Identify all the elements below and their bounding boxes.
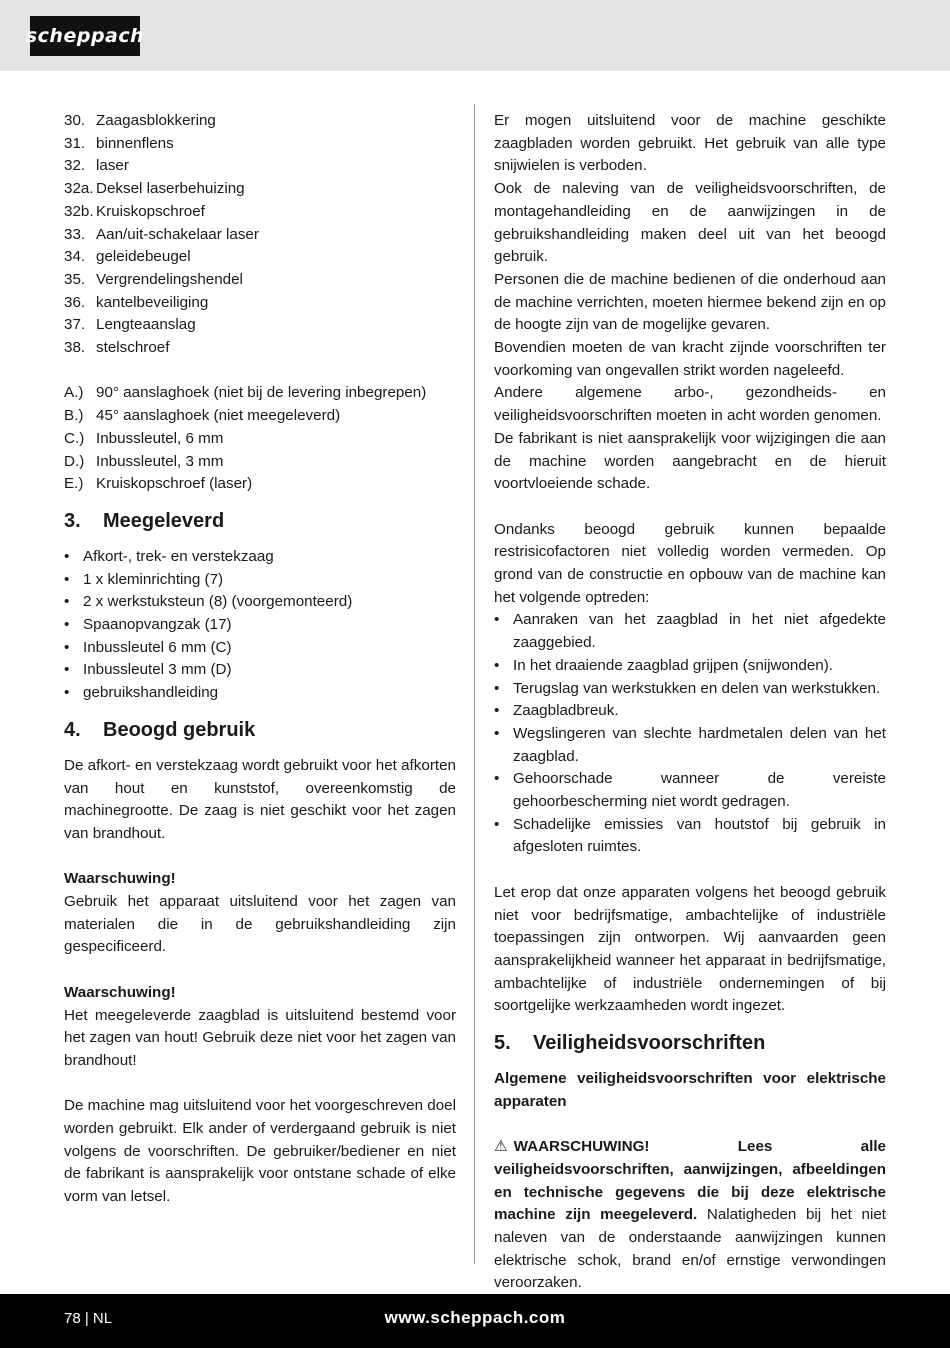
part-item-number: 32b. xyxy=(64,202,94,220)
part-item-number: 32. xyxy=(64,157,86,175)
paragraph-operators: Personen die de machine bedienen of die onderhoud aan de machine verrichten, moeten hiermee bekend zijn en op de hoogte zijn van de mogelijke gevaren. xyxy=(494,270,886,334)
warning-triangle-icon: ⚠ xyxy=(494,1138,508,1156)
part-item-number: 37. xyxy=(64,316,86,334)
paragraph-blades: Er mogen uitsluitend voor de machine geschikte zaagbladen worden gebruikt. Het gebruik van alle type snijwielen is verboden. xyxy=(494,112,886,175)
risk-item xyxy=(494,768,886,813)
warning-2-text: Het meegeleverde zaagblad is uitsluitend bestemd voor het zagen van hout! Gebruik deze niet voor het zagen van brandhout! xyxy=(64,1006,456,1069)
paragraph-commercial-use: Let erop dat onze apparaten volgens het beoogd gebruik niet voor bedrijfsmatige, ambachtelijke of industriële toepassingen zijn ontworpen. Wij aanvaarden geen aansprakelijkheid wanneer het apparaat in bedrijfsmatige, ambachtelijke of industriële ondernemingen of bij soortgelijke werkzaamheden wordt ingezet. xyxy=(494,883,886,1015)
accessory-item-text: Inbussleutel, 3 mm xyxy=(96,452,224,470)
bullet-icon: • xyxy=(64,638,70,656)
accessory-item-number: D.) xyxy=(64,452,85,470)
warning-1-text: Gebruik het apparaat uitsluitend voor het zagen van materialen die in de gebruikshandleiding zijn gespecificeerd. xyxy=(64,893,456,956)
part-item-number: 35. xyxy=(64,270,86,288)
supplied-item-text: 2 x werkstuksteun (8) (voorgemonteerd) xyxy=(83,593,353,611)
risk-item-text: Wegslingeren van slechte hardmetalen delen van het zaagblad. xyxy=(513,724,886,765)
section-3-heading: 3. Meegeleverd xyxy=(64,509,225,532)
supplied-item xyxy=(64,682,456,705)
part-item-number: 30. xyxy=(64,112,86,129)
part-item-number: 32a. xyxy=(64,180,94,198)
supplied-item-text: Inbussleutel 6 mm (C) xyxy=(83,638,232,656)
supplied-item-text: Spaanopvangzak (17) xyxy=(83,616,232,634)
risk-item xyxy=(494,700,886,723)
supplied-item-text: gebruikshandleiding xyxy=(83,684,219,702)
part-item xyxy=(64,224,456,247)
bullet-icon: • xyxy=(64,684,70,702)
section-4-heading: 4. Beoogd gebruik xyxy=(64,718,256,741)
part-item-text: geleidebeugel xyxy=(96,248,191,266)
paragraph-safety-compliance: Ook de naleving van de veiligheidsvoorschriften, de montagehandleiding en de aanwijzingen in de gebruikshandleiding maken deel uit van het beoogd gebruik. xyxy=(494,180,886,266)
accessory-item-text: Inbussleutel, 6 mm xyxy=(96,429,224,447)
paragraph-residual-risks: Ondanks beoogd gebruik kunnen bepaalde restrisicofactoren niet volledig worden vermeden. Op grond van de constructie en opbouw van de machine kan het volgende optreden: xyxy=(494,520,886,606)
supplied-item xyxy=(64,569,456,592)
accessory-item-text: 90° aanslaghoek (niet bij de levering inbegrepen) xyxy=(96,384,427,402)
part-item xyxy=(64,337,456,360)
risk-item-text: Zaagbladbreuk. xyxy=(513,702,619,720)
accessory-item-text: Kruiskopschroef (laser) xyxy=(96,475,253,493)
risk-item xyxy=(494,609,886,654)
risk-item-text: Gehoorschade wanneer de vereiste gehoorbescherming niet wordt gedragen. xyxy=(513,770,886,811)
safety-warning-bold: WAARSCHUWING! Lees alle veiligheidsvoorschriften, aanwijzingen, afbeeldingen en technische gegevens die bij deze elektrische machine zijn meegeleverd. xyxy=(494,1138,886,1224)
page-number: 78 | NL xyxy=(64,1310,113,1327)
risk-list xyxy=(494,609,886,859)
warning-2-title: Waarschuwing! xyxy=(64,983,176,1001)
risk-item-text: Terugslag van werkstukken en delen van werkstukken. xyxy=(513,679,881,697)
paragraph-liability: De fabrikant is niet aansprakelijk voor wijzigingen die aan de machine worden aangebracht en de hieruit voortvloeiende schade. xyxy=(494,429,886,493)
accessory-item-number: B.) xyxy=(64,407,84,425)
risk-item xyxy=(494,655,886,678)
supplied-item xyxy=(64,614,456,637)
part-item-text: laser xyxy=(96,157,129,175)
part-item-text: Aan/uit-schakelaar laser xyxy=(96,225,259,243)
accessory-item-text: 45° aanslaghoek (niet meegeleverd) xyxy=(96,407,341,425)
accessory-item xyxy=(64,405,456,428)
supplied-items-list xyxy=(64,546,456,705)
bullet-icon: • xyxy=(494,611,500,629)
part-item xyxy=(64,110,456,133)
risk-item-text: Aanraken van het zaagblad in het niet afgedekte zaaggebied. xyxy=(513,611,886,652)
website-link[interactable]: www.scheppach.com xyxy=(384,1308,566,1327)
supplied-item-text: Afkort-, trek- en verstekzaag xyxy=(83,547,274,565)
accessory-item xyxy=(64,428,456,451)
accessory-item-number: A.) xyxy=(64,384,84,402)
part-item xyxy=(64,314,456,337)
bullet-icon: • xyxy=(64,547,70,565)
part-item-text: Kruiskopschroef xyxy=(96,202,205,220)
part-item-text: Vergrendelingshendel xyxy=(96,270,243,288)
risk-item xyxy=(494,814,886,859)
part-item xyxy=(64,133,456,156)
bullet-icon: • xyxy=(494,702,500,720)
page-footer xyxy=(0,1294,950,1348)
warning-1-title: Waarschuwing! xyxy=(64,870,176,888)
supplied-item-text: 1 x kleminrichting (7) xyxy=(83,570,224,588)
part-item xyxy=(64,201,456,224)
part-item-number: 38. xyxy=(64,339,86,357)
accessory-item-number: E.) xyxy=(64,475,84,493)
column-divider xyxy=(474,104,475,1264)
bullet-icon: • xyxy=(494,656,500,674)
bullet-icon: • xyxy=(494,724,500,742)
bullet-icon: • xyxy=(494,815,500,833)
part-item-number: 31. xyxy=(64,134,86,152)
paragraph-general-rules: Andere algemene arbo-, gezondheids- en veiligheidsvoorschriften moeten in acht worden genomen. xyxy=(494,384,886,425)
supplied-item xyxy=(64,637,456,660)
part-item-text: Zaagasblokkering xyxy=(96,112,216,129)
risk-item xyxy=(494,723,886,768)
part-item xyxy=(64,178,456,201)
risk-item xyxy=(494,678,886,701)
safety-warning-text: Nalatigheden bij het niet naleven van de onderstaande aanwijzingen kunnen elektrische schok, brand en/of ernstige verwondingen veroorzaken. xyxy=(494,1206,886,1292)
bullet-icon: • xyxy=(494,679,500,697)
supplied-item xyxy=(64,546,456,569)
part-item-text: binnenflens xyxy=(96,134,174,152)
risk-item-text: In het draaiende zaagblad grijpen (snijwonden). xyxy=(513,656,833,674)
right-column xyxy=(494,110,886,1295)
paragraph-accident-prevention: Bovendien moeten de van kracht zijnde voorschriften ter voorkoming van ongevallen strikt worden nageleefd. xyxy=(494,339,886,379)
intended-use-paragraph: De afkort- en verstekzaag wordt gebruikt voor het afkorten van hout en kunststof, overeenkomstig de machinegrootte. De zaag is niet geschikt voor het zagen van brandhout. xyxy=(64,756,456,842)
supplied-item xyxy=(64,591,456,614)
section-5-heading: 5. Veiligheidsvoorschriften xyxy=(494,1032,766,1055)
part-item-text: stelschroef xyxy=(96,339,170,357)
part-item-number: 36. xyxy=(64,293,86,311)
bullet-icon: • xyxy=(64,570,70,588)
accessory-item-number: C.) xyxy=(64,429,85,447)
accessory-item xyxy=(64,382,456,405)
accessory-item xyxy=(64,473,456,496)
purpose-paragraph: De machine mag uitsluitend voor het voorgeschreven doel worden gebruikt. Elk ander of verdergaand gebruik is niet volgens de voorschriften. De gebruiker/bediener en niet de fabrikant is aansprakelijk voor ontstane schade of elke vorm van letsel. xyxy=(64,1097,456,1206)
part-item-number: 34. xyxy=(64,248,86,266)
bullet-icon: • xyxy=(494,770,500,788)
scheppach-logo: scheppach xyxy=(30,16,140,56)
accessory-item xyxy=(64,451,456,474)
part-item xyxy=(64,292,456,315)
part-item xyxy=(64,269,456,292)
risk-item-text: Schadelijke emissies van houtstof bij gebruik in afgesloten ruimtes. xyxy=(513,815,886,856)
page-header xyxy=(0,0,950,71)
supplied-item xyxy=(64,659,456,682)
accessories-list xyxy=(64,382,456,496)
part-item-text: Deksel laserbehuizing xyxy=(96,180,245,198)
supplied-item-text: Inbussleutel 3 mm (D) xyxy=(83,661,232,679)
part-item xyxy=(64,155,456,178)
left-column xyxy=(64,110,456,1209)
parts-list xyxy=(64,110,456,360)
part-item-number: 33. xyxy=(64,225,86,243)
part-item-text: Lengteaanslag xyxy=(96,316,196,334)
bullet-icon: • xyxy=(64,593,70,611)
part-item xyxy=(64,246,456,269)
safety-warning-paragraph xyxy=(494,1136,886,1295)
section-5-subtitle: Algemene veiligheidsvoorschriften voor elektrische apparaten xyxy=(494,1070,886,1110)
part-item-text: kantelbeveiliging xyxy=(96,293,209,311)
bullet-icon: • xyxy=(64,661,70,679)
bullet-icon: • xyxy=(64,616,70,634)
